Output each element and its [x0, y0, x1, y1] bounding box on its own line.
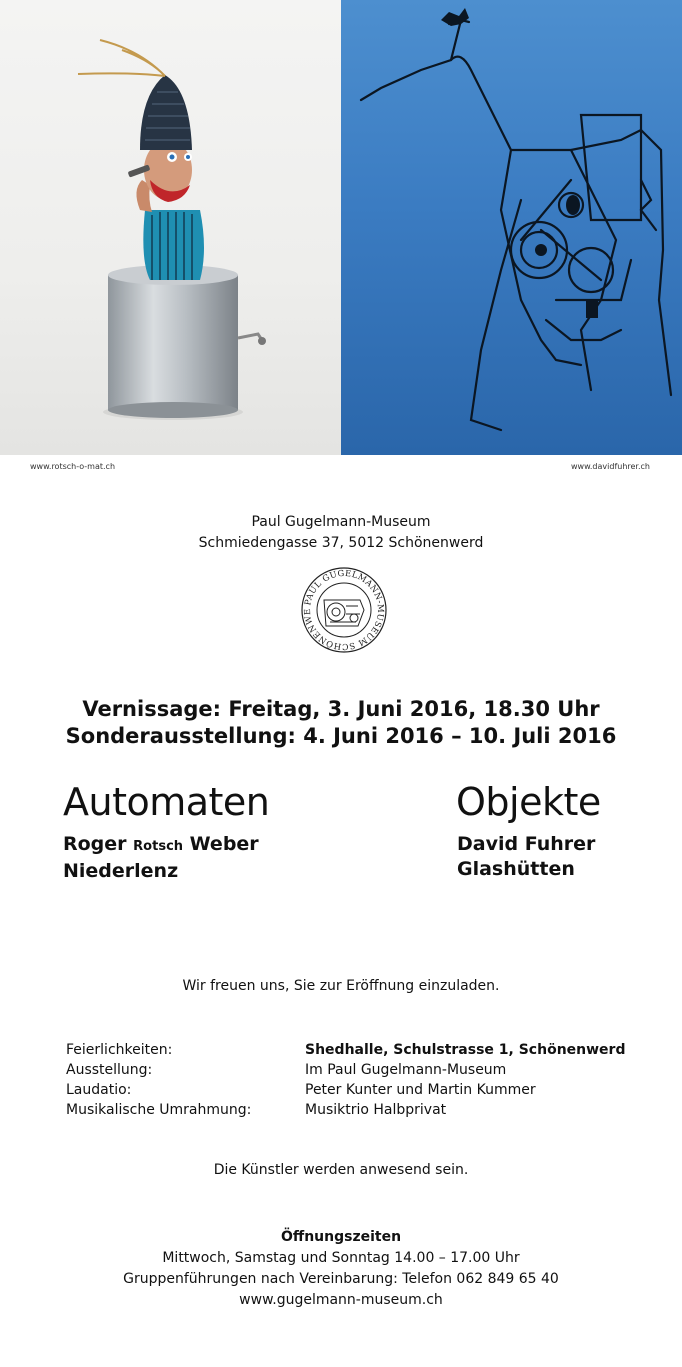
- title-objekte: Objekte: [456, 780, 601, 824]
- detail-value: Musiktrio Halbprivat: [305, 1102, 447, 1118]
- detail-label: Ausstellung:: [66, 1062, 153, 1078]
- detail-value: Im Paul Gugelmann-Museum: [305, 1062, 507, 1078]
- detail-value: Shedhalle, Schulstrasse 1, Schönenwerd: [305, 1042, 626, 1058]
- group-tours-line: Gruppenführungen nach Vereinbarung: Telefon 062 849 65 40: [123, 1271, 559, 1287]
- artist-david-fuhrer: [457, 832, 595, 882]
- vernissage-line: Vernissage: Freitag, 3. Juni 2016, 18.30 Uhr: [82, 697, 600, 721]
- title-automaten: Automaten: [63, 780, 270, 824]
- artists-present-text: Die Künstler werden anwesend sein.: [213, 1162, 469, 1178]
- detail-label: Feierlichkeiten:: [66, 1042, 173, 1058]
- credit-davidfuhrer: www.davidfuhrer.ch: [570, 462, 650, 471]
- artist-place: Niederlenz: [63, 860, 179, 882]
- detail-label: Laudatio:: [66, 1082, 132, 1098]
- artist-name: David Fuhrer: [457, 833, 596, 855]
- museum-address: Schmiedengasse 37, 5012 Schönenwerd: [198, 535, 484, 551]
- artist-first-name: Roger: [63, 833, 127, 855]
- museum-block: [0, 512, 682, 554]
- photo-wire-sculpture: [341, 0, 682, 455]
- photo-automaton: [0, 0, 341, 455]
- automaton-figure-illustration: [0, 0, 341, 455]
- museum-website: www.gugelmann-museum.ch: [239, 1292, 443, 1308]
- detail-value: Peter Kunter und Martin Kummer: [305, 1082, 536, 1098]
- seal-ring-text: PAUL GUGELMANN-MUSEUM SCHÖNENWE: [301, 567, 387, 653]
- artist-nickname: Rotsch: [133, 839, 184, 854]
- artist-place: Glashütten: [457, 858, 575, 880]
- artist-roger-weber: [63, 832, 259, 884]
- detail-label: Musikalische Umrahmung:: [66, 1102, 252, 1118]
- invitation-text: Wir freuen uns, Sie zur Eröffnung einzuladen.: [182, 978, 500, 994]
- event-dates: [0, 696, 682, 750]
- opening-hours-heading: Öffnungszeiten: [280, 1229, 402, 1245]
- sonderausstellung-line: Sonderausstellung: 4. Juni 2016 – 10. Juli 2016: [65, 724, 617, 748]
- artist-last-name: Weber: [189, 833, 259, 855]
- museum-name: Paul Gugelmann-Museum: [251, 514, 431, 530]
- credit-rotsch-o-mat: www.rotsch-o-mat.ch: [30, 462, 116, 471]
- opening-hours-days: Mittwoch, Samstag und Sonntag 14.00 – 17.00 Uhr: [162, 1250, 520, 1266]
- museum-seal-icon: [300, 566, 388, 658]
- wire-sculpture-illustration: [341, 0, 682, 455]
- opening-hours: [0, 1227, 682, 1311]
